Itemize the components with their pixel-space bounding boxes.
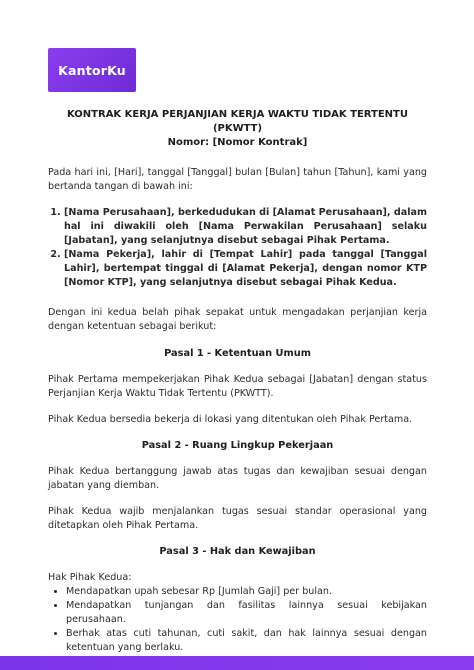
party-second: 2. [Nama Pekerja], lahir di [Tempat Lahir] pada tanggal [Tanggal Lahir], bertempat tinggal di [Alamat Pekerja], dengan nomor KTP [Nomor KTP], yang selanjutnya disebut sebagai Pihak Kedua. — [64, 248, 427, 290]
pasal-3-title: Pasal 3 - Hak dan Kewajiban — [159, 546, 316, 557]
logo-text: KantorKu — [58, 62, 126, 78]
party-first: 1. [Nama Perusahaan], berkedudukan di [Alamat Perusahaan], dalam hal ini diwakili oleh [Nama Perwakilan Perusahaan] selaku [Jabatan], yang selanjutnya disebut sebagai Pihak Pertama. — [64, 206, 427, 248]
rights-list — [48, 585, 427, 655]
right-item: • Mendapatkan tunjangan dan fasilitas lainnya sesuai kebijakan perusahaan. — [66, 599, 427, 627]
pasal-2-title: Pasal 2 - Ruang Lingkup Pekerjaan — [141, 440, 334, 451]
pasal-2-paragraph-2: Pihak Kedua wajib menjalankan tugas sesuai standar operasional yang ditetapkan oleh Pihak Pertama. — [48, 506, 427, 531]
right-item: • Berhak atas cuti tahunan, cuti sakit, dan hak lainnya sesuai dengan ketentuan yang berlaku. — [66, 627, 427, 655]
pasal-2-paragraph-1: Pihak Kedua bertanggung jawab atas tugas dan kewajiban sesuai dengan jabatan yang diemban. — [48, 466, 427, 491]
pasal-1-title: Pasal 1 - Ketentuan Umum — [164, 348, 311, 359]
document-title: KONTRAK KERJA PERJANJIAN KERJA WAKTU TIDAK TERTENTU (PKWTT) — [67, 109, 408, 134]
contract-number: Nomor: [Nomor Kontrak] — [167, 137, 308, 148]
right-item: • Mendapatkan upah sebesar Rp [Jumlah Gaji] per bulan. — [66, 585, 427, 599]
document-content — [48, 108, 427, 655]
agreement-paragraph: Dengan ini kedua belah pihak sepakat untuk mengadakan perjanjian kerja dengan ketentuan sebagai berikut: — [48, 307, 427, 332]
intro-paragraph: Pada hari ini, [Hari], tanggal [Tanggal] bulan [Bulan] tahun [Tahun], kami yang bertanda tangan di bawah ini: — [48, 167, 427, 192]
rights-heading: Hak Pihak Kedua: — [48, 572, 132, 583]
footer-accent-bar — [0, 656, 474, 670]
kantorku-logo — [48, 48, 136, 92]
pasal-1-paragraph-1: Pihak Pertama mempekerjakan Pihak Kedua sebagai [Jabatan] dengan status Perjanjian Kerja Waktu Tidak Tertentu (PKWTT). — [48, 374, 427, 399]
pasal-1-paragraph-2: Pihak Kedua bersedia bekerja di lokasi yang ditentukan oleh Pihak Pertama. — [48, 414, 413, 425]
parties-list — [48, 206, 427, 290]
